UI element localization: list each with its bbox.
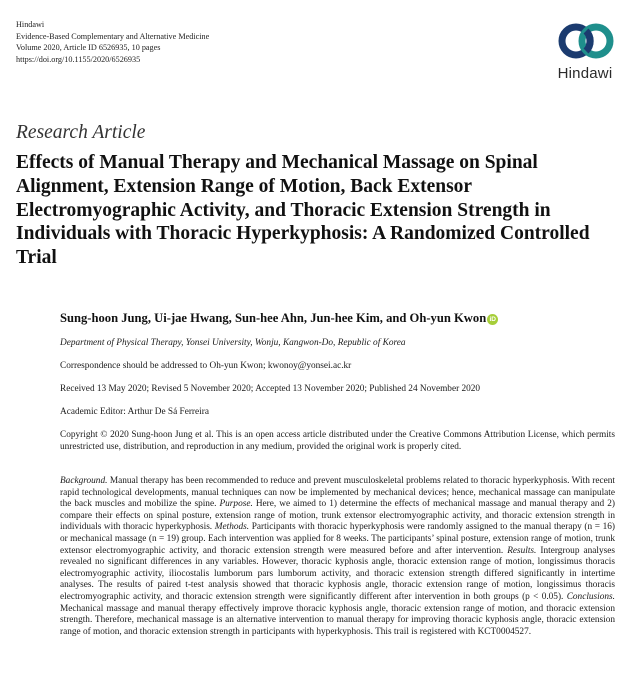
copyright-notice: Copyright © 2020 Sung-hoon Jung et al. This is an open access article distributed under the Creative Commons Attribution License, which permits unrestricted use, distribution, and reproduction in any medium, provided the original work is properly cited.: [60, 430, 615, 452]
doi-link[interactable]: https://doi.org/10.1155/2020/6526935: [16, 54, 141, 64]
abstract: [60, 476, 615, 638]
abstract-methods: Participants with thoracic hyperkyphosis were randomly assigned to the manual therapy (n = 16) or mechanical massage (n = 19) group. Each intervention was applied for 8 weeks. The participants’ spinal posture, extension range of motion, trunk extensor electromyographic activity, and thoracic extension strength were measured before and after intervention.: [60, 522, 615, 556]
abstract-background: Manual therapy has been recommended to reduce and prevent musculoskeletal problems related to thoracic hyperkyphosis. With recent rapid technological developments, manual techniques can now be implemented by mechanical devices; hence, mechanical massage can manipulate the back muscles and mobilize the spine.: [60, 476, 615, 510]
abstract-purpose: Here, we aimed to 1) determine the effects of mechanical massage and manual therapy and 2) compare their effects on spinal posture, extension range of motion, trunk extensor electromyographic activity, and thoracic extension strength in individuals with thoracic hyperkyphosis.: [60, 499, 616, 533]
affiliation: Department of Physical Therapy, Yonsei University, Wonju, Kangwon-Do, Republic of Korea: [60, 338, 406, 348]
abstract-purpose-label: Purpose.: [219, 499, 253, 510]
volume-info: Volume 2020, Article ID 6526935, 10 pages: [16, 43, 161, 53]
abstract-results: Intergroup analyses revealed no significant differences in any variables. However, thoracic kyphosis angle, thoracic extension range of motion, longissimus thoracis electromyographic activity, iliocostalis lumborum pars lumborum activity, and thoracic extension strength differed significantly in intertime analyses. The results of paired t-test analysis showed that thoracic kyphosis angle, thoracic extension range of motion, longissimus thoracis electromyographic activity, and thoracic extension strength were significantly different after intervention in both groups (p < 0.05).: [60, 545, 615, 602]
correspondence: Correspondence should be addressed to Oh-yun Kwon; kwonoy@yonsei.ac.kr: [60, 361, 352, 371]
academic-editor: Academic Editor: Arthur De Sá Ferreira: [60, 407, 209, 417]
hindawi-logo: [552, 20, 620, 88]
publication-dates: Received 13 May 2020; Revised 5 November 2020; Accepted 13 November 2020; Published 24 November 2020: [60, 384, 481, 394]
abstract-background-label: Background.: [60, 476, 108, 486]
publisher-name: Hindawi: [16, 20, 45, 29]
journal-header: [16, 19, 209, 65]
logo-wordmark: Hindawi: [557, 65, 613, 82]
article-title: Effects of Manual Therapy and Mechanical Massage on Spinal Alignment, Extension Range of Motion, Back Extensor Electromyographic Activity, and Thoracic Extension Strength in Individuals with Thoracic Hyperkyphosis: A Randomized Controlled Trial: [16, 152, 590, 269]
abstract-conclusions-label: Conclusions.: [566, 591, 615, 602]
journal-name: Evidence-Based Complementary and Alternative Medicine: [16, 31, 210, 41]
hindawi-rings-icon: [556, 20, 616, 62]
abstract-methods-label: Methods.: [214, 522, 250, 533]
author-list: [60, 311, 498, 326]
abstract-conclusions: Mechanical massage and manual therapy effectively improve thoracic kyphosis angle, thoracic extension range of motion, and thoracic extension strength. Therefore, mechanical massage is an alternative intervention to manual therapy for improving thoracic kyphosis angle, thoracic extension range of motion, and thoracic extension strength in participants with hyperkyphosis. This trail is registered with KCT0004527.: [60, 603, 615, 637]
article-type: Research Article: [16, 122, 146, 143]
authors-text: Sung-hoon Jung, Ui-jae Hwang, Sun-hee Ahn, Jun-hee Kim, and Oh-yun Kwon: [60, 311, 487, 325]
abstract-results-label: Results.: [507, 545, 537, 556]
orcid-icon[interactable]: iD: [487, 314, 498, 325]
